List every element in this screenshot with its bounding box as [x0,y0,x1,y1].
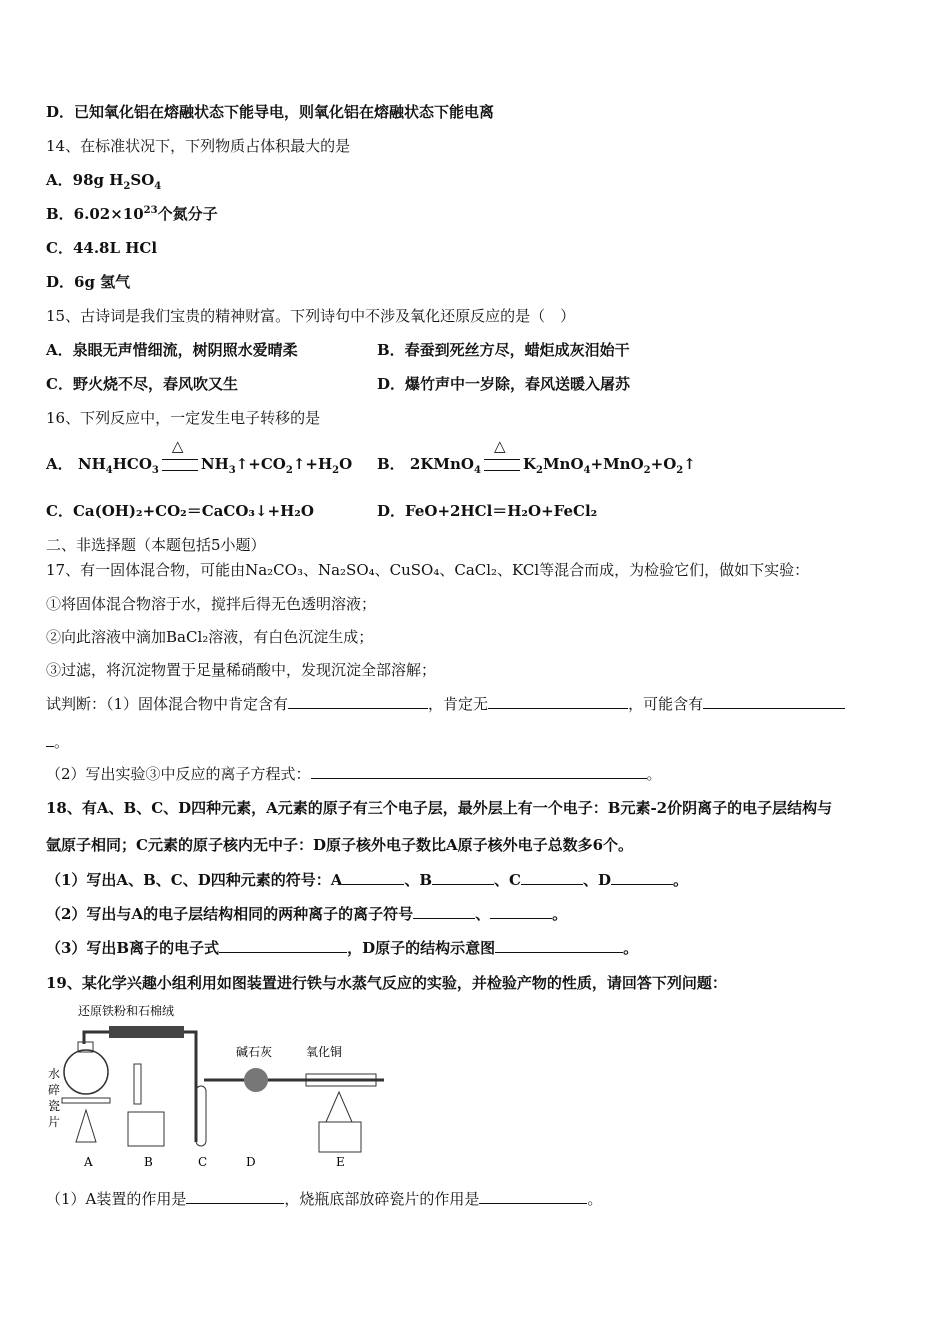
q17-step1: ①将固体混合物溶于水，搅拌后得无色透明溶液； [46,595,377,613]
text: ，烧瓶底部放碎瓷片的作用是 [284,1190,480,1208]
label-iron-powder: 还原铁粉和石棉绒 [78,1004,175,1018]
text: ，可能含有 [628,695,704,713]
q14-option-c: C．44.8L HCl [46,239,158,257]
text: 。 [623,939,639,957]
q18-stem-line1: 18、有A、B、C、D四种元素，A元素的原子有三个电子层，最外层上有一个电子：B元素-2价阴离子的电子层结构与 [46,799,833,817]
text: 。 [54,733,70,751]
answer-blank[interactable] [219,938,347,953]
q16-option-d: D．FeO+2HCl＝H₂O+FeCl₂ [377,502,598,520]
q17-part2 [46,764,662,784]
label-soda-lime: 碱石灰 [236,1045,273,1059]
drying-tube [244,1068,268,1092]
heat-icon: △ [171,437,184,455]
text: 、B [404,871,433,889]
text: A． [46,455,73,473]
answer-blank[interactable] [490,904,552,919]
answer-blank[interactable] [342,870,404,885]
q17-stem: 17、有一固体混合物，可能由Na₂CO₃、Na₂SO₄、CuSO₄、CaCl₂、KCl等混合而成，为检验它们，做如下实验： [46,561,810,579]
text: 、C [494,871,521,889]
q19-stem: 19、某化学兴趣小组利用如图装置进行铁与水蒸气反应的实验，并检验产物的性质，请回答下列问题： [46,974,727,992]
label-chips: 瓷 [48,1099,61,1113]
q18-stem-line2: 氩原子相同；C元素的原子核内无中子：D原子核外电子数比A原子核外电子总数多6个。 [46,836,634,854]
q15-option-a: A．泉眼无声惜细流，树阴照水爱晴柔 [46,341,298,359]
q16-option-a: A． $NH_4HCO_3$ △ $NH_3↑+CO_2↑+H_2O$ [46,437,353,476]
q13-option-d: D．已知氧化铝在熔融状态下能导电，则氧化铝在熔融状态下能电离 [46,103,495,121]
answer-blank[interactable] [186,1189,284,1204]
label-b: B [144,1155,153,1169]
wooden-block [128,1112,164,1146]
text: 、 [475,905,491,923]
text: （1）A装置的作用是 [46,1190,187,1208]
text: 试判断：（1）固体混合物中肯定含有 [46,695,289,713]
text: A．98g H [46,171,124,189]
answer-blank[interactable] [311,764,647,779]
q16-option-b: B． 2KMnO$_4$ △ $K_2MnO_4+MnO_2+O_2↑$ [377,437,696,476]
wooden-block [319,1122,361,1152]
text: 。 [673,871,689,889]
label-copper-oxide: 氧化铜 [306,1045,343,1059]
text: 、D [582,871,611,889]
text: B．6.02×10 [46,205,144,223]
answer-blank[interactable] [288,694,428,709]
label-e: E [336,1155,345,1169]
q14-stem: 14、在标准状况下，下列物质占体积最大的是 [46,137,351,155]
label-water: 水 [48,1067,61,1081]
text: ，D原子的结构示意图 [347,939,496,957]
answer-blank[interactable] [703,694,845,709]
heat-equals-sign [484,437,520,471]
text: 23 [143,205,158,216]
answer-blank[interactable] [488,694,628,709]
text: （3）写出B离子的电子式 [46,939,220,957]
alcohol-lamp [76,1110,96,1142]
answer-blank[interactable] [495,938,623,953]
answer-blank[interactable] [479,1189,587,1204]
answer-blank[interactable] [46,732,54,747]
q18-part2 [46,904,567,924]
apparatus-diagram [44,1002,384,1172]
q14-option-d: D．6g 氢气 [46,273,131,291]
q18-part3 [46,938,638,958]
answer-blank[interactable] [432,870,494,885]
label-c: C [198,1155,208,1169]
label-chips: 片 [48,1115,61,1129]
glass-tube [84,1032,196,1142]
q17-step2: ②向此溶液中滴加BaCl₂溶液，有白色沉淀生成； [46,628,374,646]
q15-option-c: C．野火烧不尽，春风吹又生 [46,375,238,393]
label-a: A [84,1155,93,1169]
answer-blank[interactable] [413,904,475,919]
q17-step3: ③过滤，将沉淀物置于足量稀硝酸中，发现沉淀全部溶解； [46,661,437,679]
heat-icon: △ [493,437,506,455]
q15-stem: 15、古诗词是我们宝贵的精神财富。下列诗句中不涉及氧化还原反应的是（ ） [46,307,576,325]
text: （2）写出与A的电子层结构相同的两种离子的离子符号 [46,905,414,923]
text: （1）写出A、B、C、D四种元素的符号：A [46,871,343,889]
q16-option-c: C．Ca(OH)₂+CO₂＝CaCO₃↓+H₂O [46,502,314,520]
answer-blank[interactable] [611,870,673,885]
alcohol-lamp [326,1092,352,1122]
q19-part1 [46,1189,602,1209]
label-chips: 碎 [48,1083,61,1097]
stand [62,1098,110,1103]
section-heading: 二、非选择题（本题包括5小题） [46,536,266,554]
text: 。 [587,1190,603,1208]
text: ，肯定无 [428,695,489,713]
label-d: D [246,1155,256,1169]
answer-blank[interactable] [521,870,583,885]
q16-stem: 16、下列反应中，一定发生电子转移的是 [46,409,321,427]
flask [64,1050,108,1094]
text: 。 [552,905,568,923]
text: SO [130,171,155,189]
text: 。 [646,765,662,783]
reaction-tube [109,1026,184,1038]
text: B． [377,455,405,473]
q15-option-b: B．春蚕到死丝方尽，蜡炬成灰泪始干 [377,341,630,359]
q18-part1 [46,870,688,890]
burner [134,1064,141,1104]
q15-option-d: D．爆竹声中一岁除，春风送暖入屠苏 [377,375,631,393]
q14-option-b [46,204,218,224]
heat-equals-sign [162,437,198,471]
q17-part1-end [46,732,69,752]
q14-option-a: A．98g $H_2SO_4$ [46,171,162,192]
text: （2）写出实验③中反应的离子方程式： [46,765,311,783]
text: 个氮分子 [157,205,218,223]
q17-part1 [46,694,845,714]
